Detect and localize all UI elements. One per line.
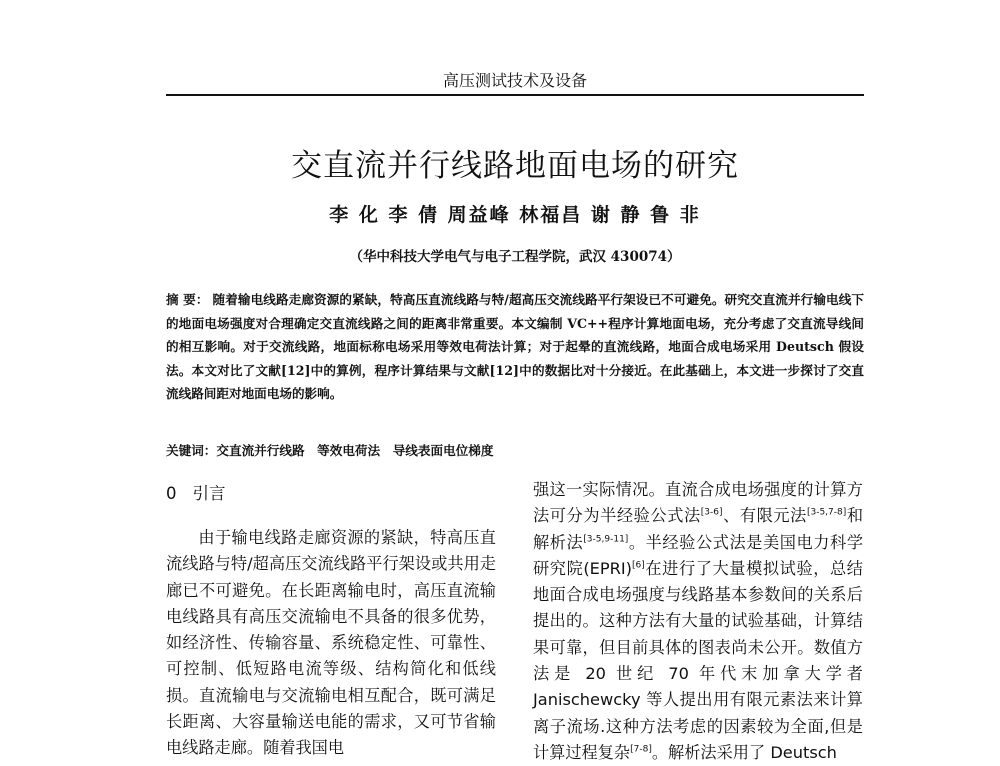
left-column <box>166 477 496 762</box>
citation: [7-8] <box>630 744 652 755</box>
affiliation: （华中科技大学电气与电子工程学院，武汉 430074） <box>349 249 681 265</box>
text-segment: 。半经验公式法是美国电力科学研究院(EPRI) <box>533 532 864 578</box>
abstract <box>166 288 864 406</box>
intro-paragraph: 由于输电线路走廊资源的紧缺，特高压直流线路与特/超高压交流线路平行架设或共用走廊已不可避免。在长距离输电时，高压直流输电线路具有高压交流输电不具备的很多优势，如经济性、传输容量、系统稳定性、可靠性、可控制、低短路电流等级、结构简化和低线损。直流输电与交流输电相互配合，既可满足长距离、大容量输送电能的需求，又可节省输电线路走廊。随着我国电 <box>166 528 496 758</box>
text-segment: 强这一实际情况。直流合成电场强度的计算方法可分为半经验公式法 <box>533 480 863 526</box>
citation: [3-6] <box>700 507 723 518</box>
abstract-text: 随着输电线路走廊资源的紧缺，特高压直流线路与特/超高压交流线路平行架设已不可避免。研究交直流并行输电线下的地面电场强度对合理确定交直流线路之间的距离非常重要。本文编制 VC++程序计算地面电场，充分考虑了交直流导线间的相互影响。对于交流线路，地面标称电场采用等效电荷法计算；对于起晕的直流线路，地面合成电场采用 Deutsch 假设法。本文对比了文献[12]中的算例，程序计算结果与文献[12]中的数据比对十分接近。在此基础上，本文进一步探讨了交直流线路间距对地面电场的影响。 <box>166 292 864 401</box>
text-segment: 在进行了大量模拟试验，总结地面合成电场强度与线路基本参数间的关系后提出的。这种方法有大量的试验基础，计算结果可靠，但目前具体的图表尚未公开。数值方法是 20 世纪 70 年代末加拿大学者 Janischewcky 等人提出用有限元素法来计算离子流场.这种方法考虑的因素较为全面,但是计算过程复杂 <box>533 558 863 762</box>
citation: [6] <box>632 560 645 571</box>
abstract-label: 摘 要： <box>166 292 209 307</box>
text-segment: 、有限元法 <box>722 506 807 526</box>
section-number: 0 <box>166 484 177 503</box>
journal-section-header: 高压测试技术及设备 <box>166 70 864 96</box>
author-list: 李 化 李 倩 周益峰 林福昌 谢 静 鲁 非 <box>329 204 701 226</box>
keywords-text: 交直流并行线路 等效电荷法 导线表面电位梯度 <box>216 443 494 458</box>
text-segment: 和解析法 <box>533 506 864 552</box>
section-heading <box>166 481 496 507</box>
right-column-paragraph <box>533 477 863 766</box>
citation: [3-5,7-8] <box>806 507 847 518</box>
keywords-label: 关键词： <box>166 443 217 458</box>
section-title: 引言 <box>192 484 226 503</box>
keywords <box>166 440 864 459</box>
paper-title: 交直流并行线路地面电场的研究 <box>291 148 739 184</box>
citation: [3-5,9-11] <box>583 534 629 545</box>
right-column <box>533 477 863 766</box>
text-segment: 。解析法采用了 Deutsch <box>651 742 837 762</box>
